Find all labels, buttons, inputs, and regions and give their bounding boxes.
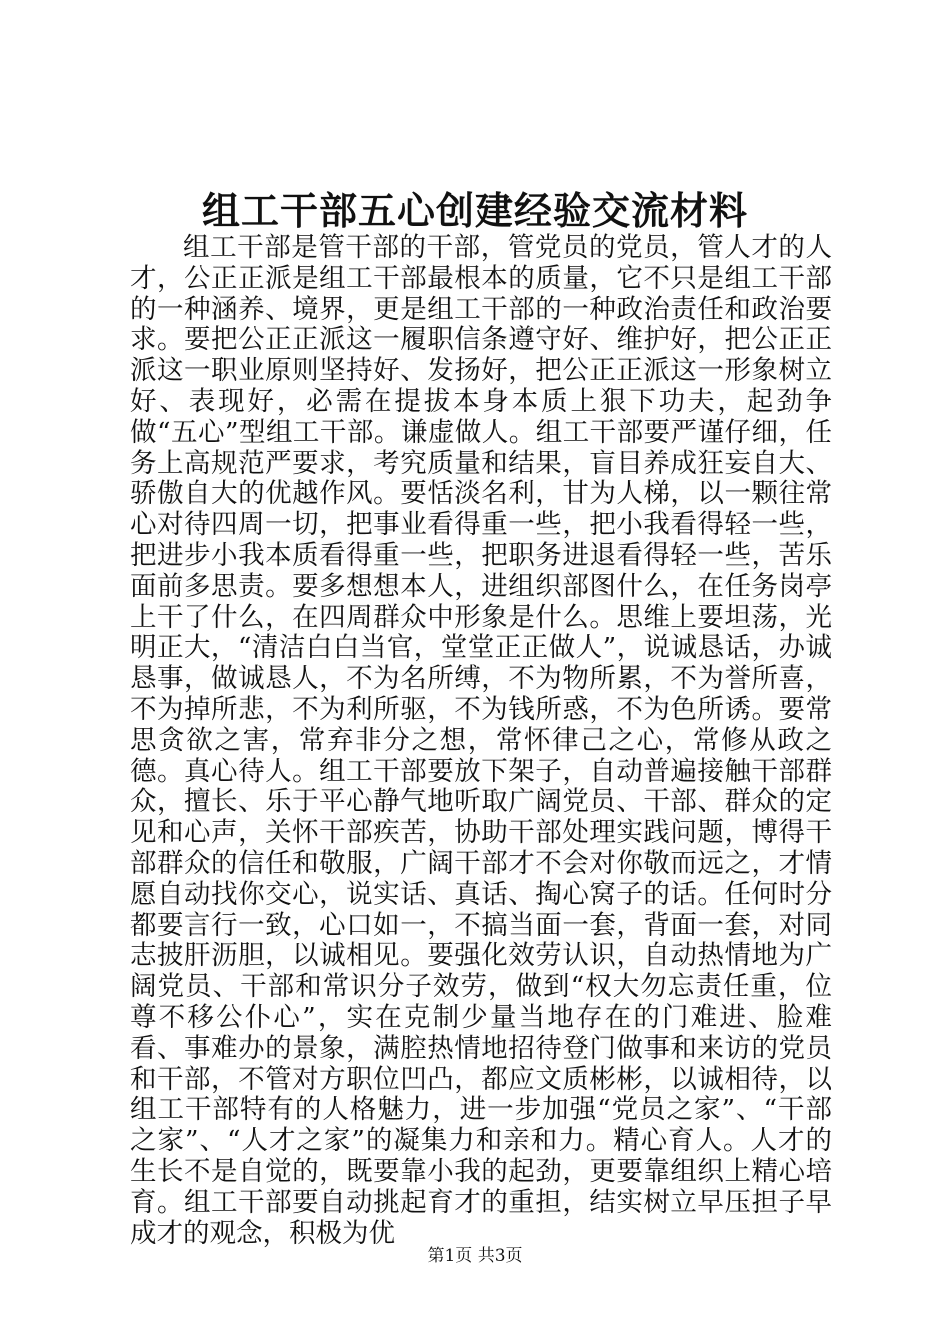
document-title: 组工干部五心创建经验交流材料 [201,188,748,233]
document-body-paragraph: 组工干部是管干部的干部，管党员的党员，管人才的人才，公正正派是组工干部最根本的质量，它不只是组工干部的一种涵养、境界，更是组工干部的一种政治责任和政治要求。要把公正正派这一履职信条遵守好、维护好，把公正正派这一职业原则坚持好、发扬好，把公正正派这一形象树立好、表现好，必需在提拔本身本质上狠下功夫，起劲争做“五心”型组工干部。谦虚做人。组工干部要严谨仔细，任务上高规范严要求，考究质量和结果，盲目养成狂妄自大、骄傲自大的优越作风。要恬淡名利，甘为人梯，以一颗往常心对待四周一切，把事业看得重一些，把小我看得轻一些，把进步小我本质看得重一些，把职务进退看得轻一些，苦乐面前多思责。要多想想本人，进组织部图什么，在任务岗亭上干了什么，在四周群众中形象是什么。思维上要坦荡，光明正大，“清洁白白当官，堂堂正正做人”，说诚恳话，办诚恳事，做诚恳人，不为名所缚，不为物所累，不为誉所喜，不为掉所悲，不为利所驱，不为钱所惑，不为色所诱。要常思贪欲之害，常弃非分之想，常怀律己之心，常修从政之德。真心待人。组工干部要放下架子，自动普遍接触干部群众，擅长、乐于平心静气地听取广阔党员、干部、群众的定见和心声，关怀干部疾苦，协助干部处理实践问题，博得干部群众的信任和敬服，广阔干部才不会对你敬而远之，才情愿自动找你交心，说实话、真话、掏心窝子的话。任何时分都要言行一致，心口如一，不搞当面一套，背面一套，对同志披肝沥胆，以诚相见。要强化效劳认识，自动热情地为广阔党员、干部和常识分子效劳，做到“权大勿忘责任重，位尊不移公仆心”，实在克制少量当地存在的门难进、脸难看、事难办的景象，满腔热情地招待登门做事和来访的党员和干部，不管对方职位凹凸，都应文质彬彬，以诚相待，以组工干部特有的人格魅力，进一步加强“党员之家”、“干部之家”、“人才之家”的凝集力和亲和力。精心育人。人才的生长不是自觉的，既要靠小我的起劲，更要靠组织上精心培育。组工干部要自动挑起育才的重担，结实树立早压担子早成才的观念，积极为优 [130,232,832,1249]
page-footer: 第1页 共3页 [427,1246,523,1266]
